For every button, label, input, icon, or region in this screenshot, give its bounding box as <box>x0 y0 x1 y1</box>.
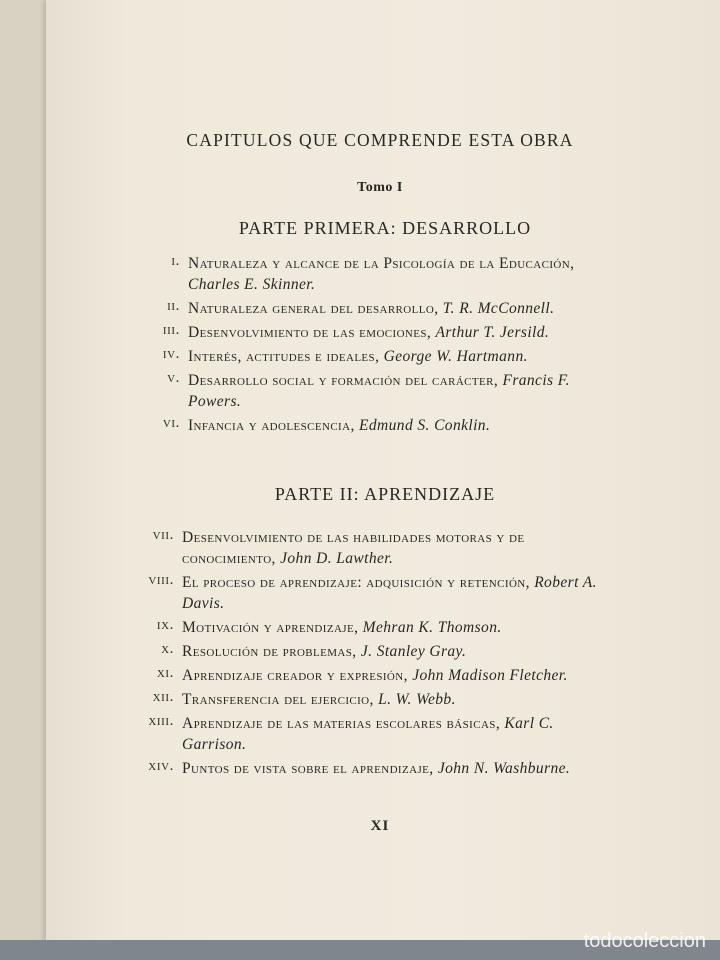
chapter-title: Desenvolvimiento de las habilidades motoras y de conocimiento, <box>182 529 525 567</box>
chapter-author: Robert A. Davis. <box>182 574 597 612</box>
chapter-title: Transferencia del ejercicio, <box>182 691 374 708</box>
chapter-entry <box>0 298 720 319</box>
watermark: todocoleccion <box>583 930 706 952</box>
chapter-number: vi. <box>162 415 180 431</box>
chapter-number: ii. <box>167 298 180 314</box>
chapter-title: Motivación y aprendizaje, <box>182 619 359 636</box>
part-one-chapter-list <box>0 253 720 439</box>
chapter-number: ix. <box>156 617 174 633</box>
chapter-title: Naturaleza general del desarrollo, <box>188 300 439 317</box>
page-title: CAPITULOS QUE COMPRENDE ESTA OBRA <box>186 130 574 150</box>
chapter-number: xii. <box>152 689 174 705</box>
part-one-heading: PARTE PRIMERA: DESARROLLO <box>238 218 532 238</box>
chapter-author: Karl C. Garrison. <box>182 715 554 753</box>
chapter-number: xi. <box>156 665 174 681</box>
chapter-number: iv. <box>162 346 180 362</box>
chapter-title: Desarrollo social y formación del carácter, <box>188 372 499 389</box>
chapter-number: v. <box>167 370 180 386</box>
chapter-entry <box>0 572 720 614</box>
chapter-author: John N. Washburne. <box>437 760 571 777</box>
volume-label: Tomo I <box>357 180 403 195</box>
chapter-number: iii. <box>162 322 180 338</box>
chapter-author: L. W. Webb. <box>378 691 456 708</box>
chapter-number: xiii. <box>148 713 174 729</box>
chapter-title: Puntos de vista sobre el aprendizaje, <box>182 760 434 777</box>
chapter-entry <box>0 527 720 569</box>
chapter-author: John D. Lawther. <box>280 550 394 567</box>
chapter-author: Arthur T. Jersild. <box>435 324 550 341</box>
chapter-entry <box>0 641 720 662</box>
chapter-entry <box>0 689 720 710</box>
chapter-author: Francis F. Powers. <box>188 372 570 410</box>
chapter-number: x. <box>161 641 174 657</box>
chapter-entry <box>0 253 720 295</box>
chapter-title: El proceso de aprendizaje: adquisición y retención, <box>182 574 530 591</box>
chapter-author: Charles E. Skinner. <box>188 276 316 293</box>
part-two-heading: PARTE II: APRENDIZAJE <box>274 484 496 504</box>
chapter-title: Naturaleza y alcance de la Psicología de la Educación, <box>188 255 575 272</box>
chapter-author: T. R. McConnell. <box>442 300 555 317</box>
chapter-number: i. <box>171 253 180 269</box>
chapter-entry <box>0 415 720 436</box>
chapter-title: Aprendizaje creador y expresión, <box>182 667 408 684</box>
chapter-author: John Madison Fletcher. <box>412 667 568 684</box>
chapter-author: J. Stanley Gray. <box>360 643 467 660</box>
chapter-title: Resolución de problemas, <box>182 643 357 660</box>
chapter-title: Infancia y adolescencia, <box>188 417 355 434</box>
chapter-entry <box>0 322 720 343</box>
chapter-entry <box>0 617 720 638</box>
chapter-entry <box>0 665 720 686</box>
chapter-entry <box>0 346 720 367</box>
chapter-title: Desenvolvimiento de las emociones, <box>188 324 432 341</box>
chapter-number: xiv. <box>148 758 174 774</box>
page-number: XI <box>370 818 390 834</box>
chapter-author: George W. Hartmann. <box>383 348 528 365</box>
chapter-title: Interés, actitudes e ideales, <box>188 348 380 365</box>
chapter-number: vii. <box>152 527 174 543</box>
chapter-title: Aprendizaje de las materias escolares básicas, <box>182 715 501 732</box>
chapter-author: Mehran K. Thomson. <box>362 619 502 636</box>
chapter-author: Edmund S. Conklin. <box>359 417 491 434</box>
chapter-number: viii. <box>148 572 174 588</box>
chapter-entry <box>0 370 720 412</box>
part-two-chapter-list <box>0 527 720 782</box>
chapter-entry <box>0 713 720 755</box>
chapter-entry <box>0 758 720 779</box>
